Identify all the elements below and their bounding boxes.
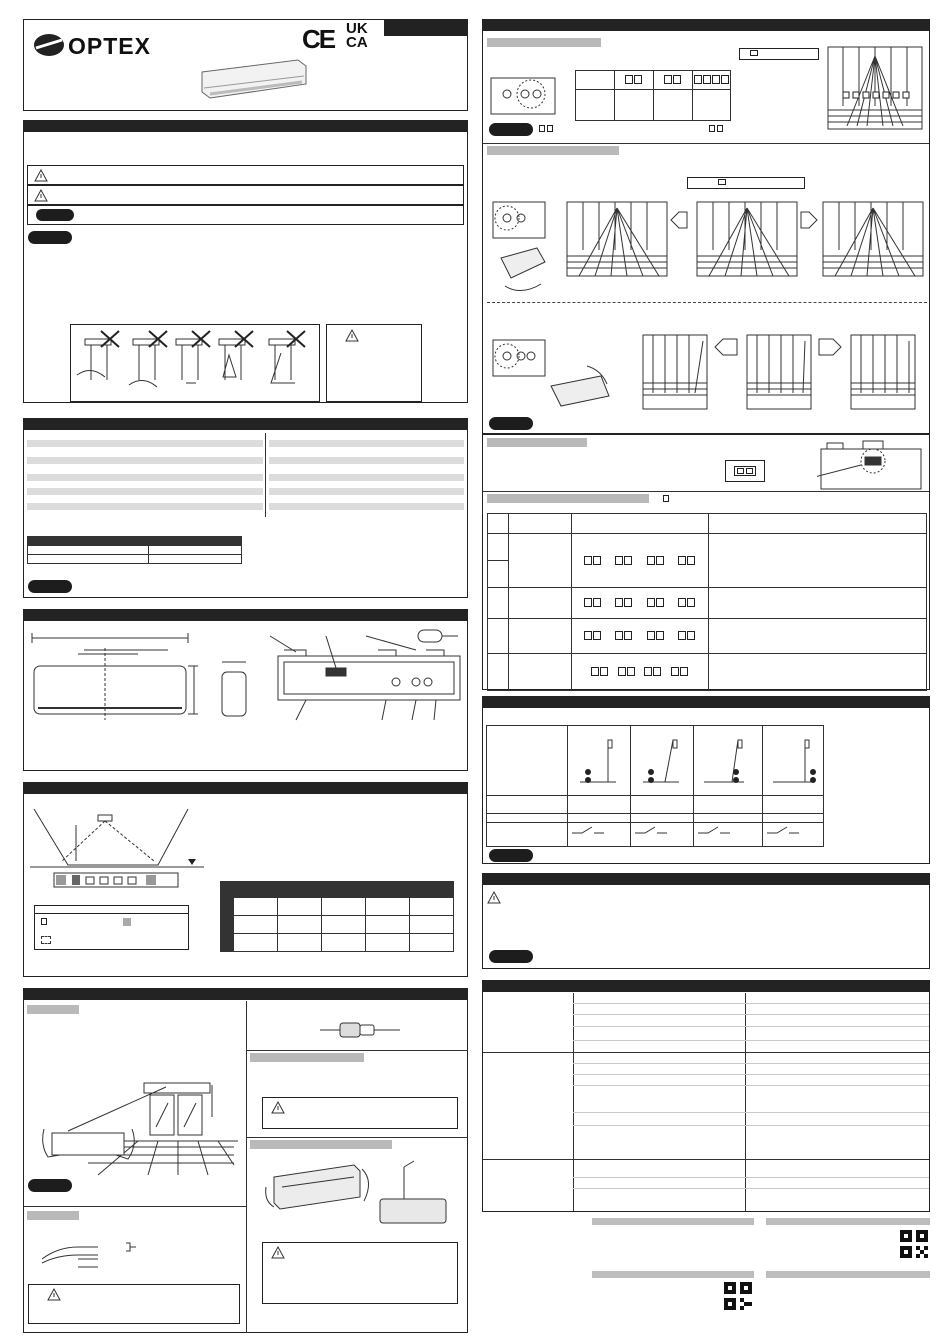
section-header (24, 610, 467, 621)
accessory-table (27, 536, 242, 564)
connector-illustration (320, 1019, 400, 1041)
cover-attachment-illustration (264, 1157, 454, 1237)
contact-header-bar (766, 1271, 930, 1278)
dashed-divider (487, 302, 927, 303)
optex-logo-mark-icon (32, 32, 66, 58)
subsection-tab (27, 1005, 79, 1014)
warning-triangle-icon (34, 169, 48, 182)
cover-panel (23, 19, 468, 111)
section-header (483, 697, 929, 708)
detection-area-diagram (28, 805, 218, 895)
sensor-top-view (817, 439, 927, 491)
depth-pattern-charts (565, 200, 927, 280)
door-state-icon (631, 726, 691, 790)
legend-mask-icon (123, 918, 131, 926)
model-label-bar (384, 20, 468, 36)
section-header (483, 20, 929, 31)
installation-section (23, 988, 468, 1333)
section-header (24, 121, 467, 132)
prohibited-installations-figure (70, 324, 320, 402)
dip-switch-table (487, 513, 927, 691)
door-state-icon (763, 726, 823, 790)
legend-box (34, 905, 189, 950)
qr-code-icon (900, 1230, 928, 1258)
caution-triangle-icon (47, 1288, 61, 1301)
section-header (24, 783, 467, 794)
area-adjustment-section (482, 19, 930, 434)
ukca-line1: UK (346, 20, 368, 37)
relay-contact-icon (694, 823, 734, 841)
note-badge (489, 417, 533, 430)
mounting-illustration (38, 1075, 238, 1185)
indicator-label-box (739, 48, 819, 60)
caution-triangle-icon (271, 1246, 285, 1259)
relay-contact-icon (763, 823, 803, 841)
caution-triangle-icon (487, 891, 501, 904)
door-state-icon (568, 726, 628, 790)
ukca-line2: CA (346, 34, 368, 51)
dimensions-section (23, 609, 468, 771)
width-pattern-charts (639, 333, 919, 413)
section-header (483, 981, 929, 992)
subsection-tab (487, 146, 619, 155)
operation-table (486, 725, 824, 847)
warning-row (27, 165, 464, 185)
ukca-mark (346, 22, 368, 50)
wiring-illustration (38, 1237, 168, 1277)
legend-active-icon (41, 918, 47, 925)
note-badge (36, 209, 74, 221)
dimension-drawing (28, 628, 263, 728)
caution-triangle-icon (345, 329, 359, 342)
section-hline (483, 491, 929, 492)
relay-contact-icon (568, 823, 608, 841)
section-header (24, 419, 467, 430)
note-badge (28, 1179, 72, 1192)
section-hline (483, 143, 929, 144)
caution-row (27, 185, 464, 205)
spec-table (27, 433, 464, 518)
section-header (483, 874, 929, 885)
contact-header-bar (592, 1218, 754, 1225)
contact-header-bar (766, 1218, 930, 1225)
subsection-tab (487, 38, 601, 47)
brand-name: OPTEX (68, 33, 151, 59)
operation-check-section (482, 696, 930, 864)
dip-switch-closeup (725, 460, 765, 482)
maintenance-section (482, 873, 930, 969)
specifications-section (23, 418, 468, 598)
subsection-tab (250, 1053, 364, 1062)
caution-box (28, 1284, 240, 1324)
caution-box (326, 324, 422, 402)
subsection-tab (487, 438, 587, 447)
note-badge (489, 123, 533, 136)
relay-contact-icon (631, 823, 671, 841)
note-badge (489, 950, 533, 963)
caution-triangle-icon (34, 189, 48, 202)
contact-header-bar (592, 1271, 754, 1278)
note-badge (28, 580, 72, 593)
dip-switch-section (482, 434, 930, 690)
note-badge (489, 849, 533, 862)
indicator-label-box (687, 177, 805, 189)
detection-pattern-chart (827, 46, 923, 130)
subsection-tab (27, 1211, 79, 1220)
sensor-product-image (194, 54, 314, 104)
ce-mark: CE (302, 24, 335, 54)
angle-setting-table (575, 70, 731, 121)
installation-hline (246, 1050, 468, 1051)
installation-hline (246, 1137, 468, 1138)
section-header (24, 989, 467, 1000)
caution-box (262, 1242, 458, 1304)
legend-dotted-icon (41, 936, 51, 944)
subsection-tab (487, 494, 649, 503)
safety-section (23, 120, 468, 403)
depth-adjust-illustration (491, 198, 561, 298)
door-state-icon (694, 726, 760, 790)
caution-box (262, 1097, 458, 1129)
installation-hline (24, 1206, 246, 1207)
caution-triangle-icon (271, 1101, 285, 1114)
subsection-tab (250, 1140, 392, 1149)
troubleshooting-section (482, 980, 930, 1212)
note-badge (28, 231, 72, 244)
qr-code-icon (724, 1282, 752, 1310)
note-row (27, 205, 464, 225)
sensor-closeup (489, 74, 559, 118)
footer-contact-area (592, 1218, 930, 1318)
width-adjust-illustration (491, 336, 621, 420)
detection-area-table (220, 881, 454, 952)
detection-area-section (23, 782, 468, 977)
optex-logo (32, 32, 162, 62)
parts-diagram (266, 624, 466, 729)
